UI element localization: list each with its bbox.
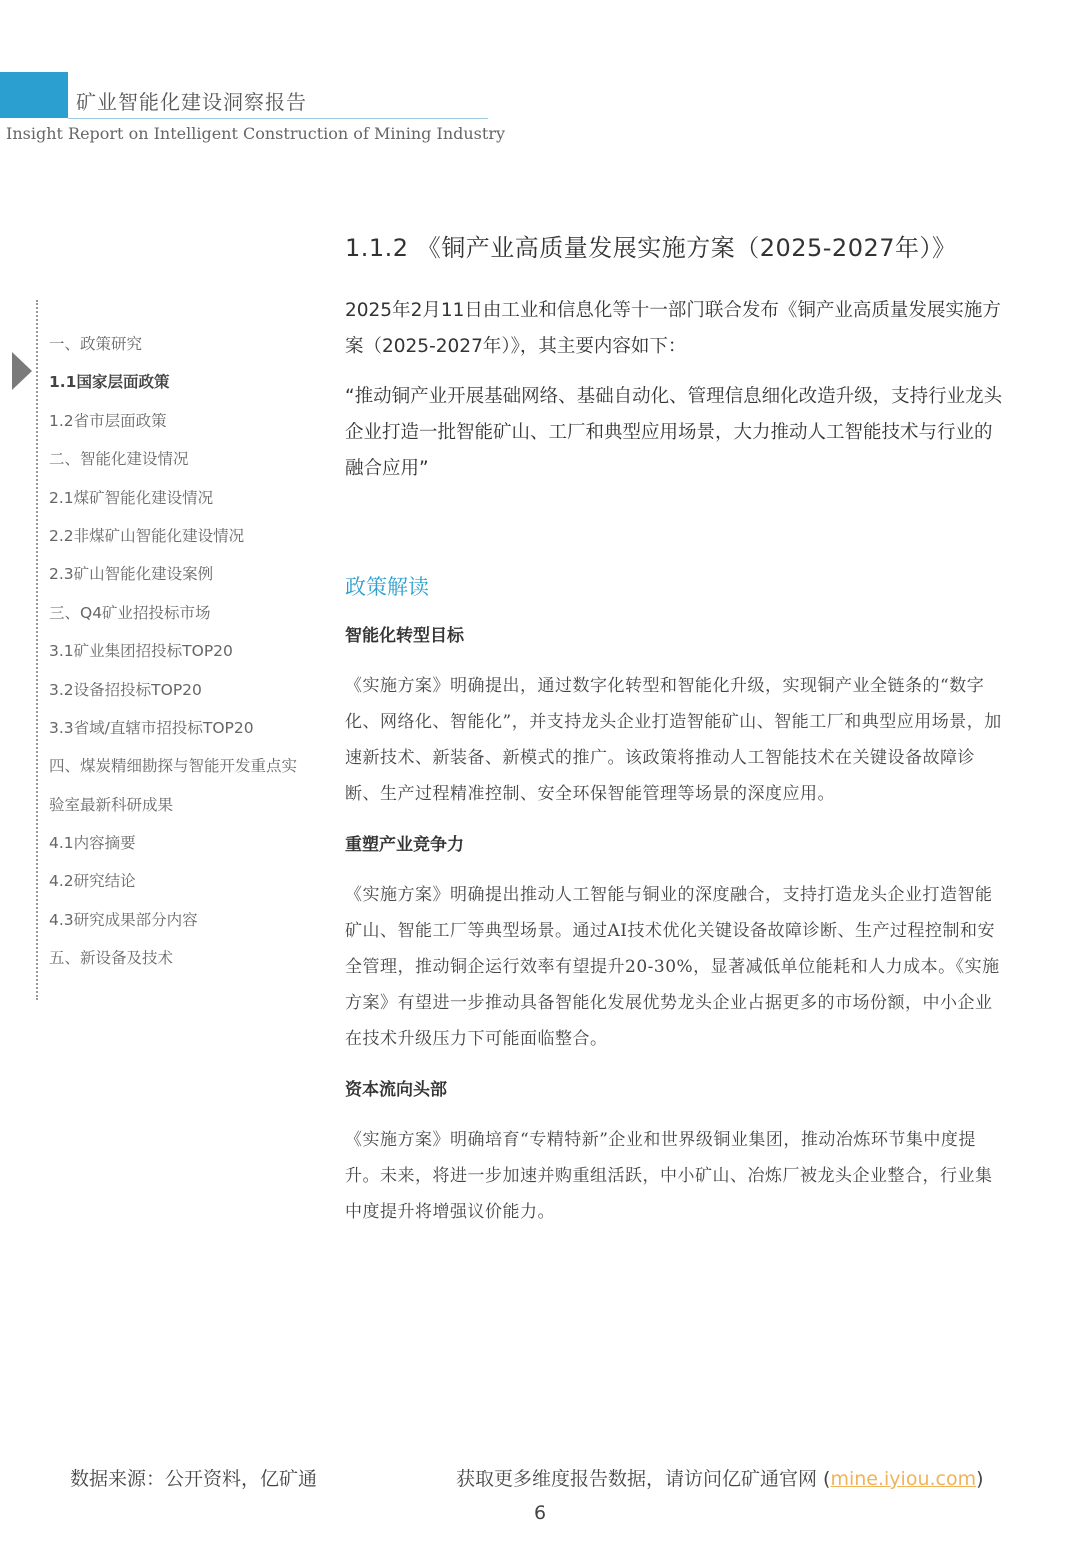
toc-item[interactable]: 1.1国家层面政策 bbox=[49, 373, 170, 392]
data-source: 数据来源：公开资料，亿矿通 bbox=[70, 1468, 318, 1490]
subsection-text: 《实施方案》明确提出，通过数字化转型和智能化升级，实现铜产业全链条的“数字化、网络化、智能化”，并支持龙头企业打造智能矿山、智能工厂和典型应用场景，加速新技术、新装备、新模式的推广。该政策将推动人工智能技术在关键设备故障诊断、生产过程精准控制、安全环保智能管理等场景的深度应用。 bbox=[345, 676, 1002, 804]
current-section-arrow-icon bbox=[12, 352, 32, 390]
subsection-title: 资本流向头部 bbox=[345, 1080, 447, 1100]
report-title: 矿业智能化建设洞察报告 bbox=[76, 90, 307, 114]
toc-item[interactable]: 3.1矿业集团招投标TOP20 bbox=[49, 642, 233, 661]
toc-item[interactable]: 2.3矿山智能化建设案例 bbox=[49, 565, 214, 584]
report-subtitle: Insight Report on Intelligent Construction of Mining Industry bbox=[6, 124, 505, 143]
toc-divider bbox=[36, 300, 40, 1000]
toc-item[interactable]: 3.3省域/直辖市招投标TOP20 bbox=[49, 718, 254, 737]
subsection-title: 重塑产业竞争力 bbox=[345, 835, 464, 855]
more-info bbox=[456, 1464, 984, 1491]
toc-item[interactable]: 二、智能化建设情况 bbox=[49, 450, 189, 469]
page-number: 6 bbox=[533, 1502, 547, 1524]
toc-item[interactable]: 4.1内容摘要 bbox=[49, 834, 136, 853]
intro-paragraph: 2025年2月11日由工业和信息化等十一部门联合发布《铜产业高质量发展实施方案（2025-2027年）》，其主要内容如下： bbox=[345, 300, 1001, 357]
toc-item[interactable]: 验室最新科研成果 bbox=[49, 795, 174, 814]
page-heading: 1.1.2 《铜产业高质量发展实施方案（2025-2027年）》 bbox=[345, 234, 957, 262]
toc-item[interactable]: 四、煤炭精细勘探与智能开发重点实 bbox=[49, 757, 298, 776]
table-of-contents bbox=[49, 330, 319, 983]
header-accent-block bbox=[0, 72, 68, 118]
more-info-prefix: 获取更多维度报告数据，请访问亿矿通官网 ( bbox=[456, 1468, 831, 1490]
subsection-title: 智能化转型目标 bbox=[345, 626, 464, 646]
toc-item[interactable]: 2.1煤矿智能化建设情况 bbox=[49, 488, 214, 507]
toc-item[interactable]: 1.2省市层面政策 bbox=[49, 411, 167, 430]
section-title: 政策解读 bbox=[345, 575, 429, 599]
website-link[interactable]: mine.iyiou.com bbox=[830, 1468, 977, 1490]
subsection-text: 《实施方案》明确培育“专精特新”企业和世界级铜业集团，推动冶炼环节集中度提升。未来，将进一步加速并购重组活跃，中小矿山、冶炼厂被龙头企业整合，行业集中度提升将增强议价能力。 bbox=[345, 1130, 993, 1222]
toc-item[interactable]: 3.2设备招投标TOP20 bbox=[49, 680, 202, 699]
toc-item[interactable]: 一、政策研究 bbox=[49, 335, 143, 353]
toc-item[interactable]: 五、新设备及技术 bbox=[49, 949, 174, 968]
subsection-text: 《实施方案》明确提出推动人工智能与铜业的深度融合，支持打造龙头企业打造智能矿山、智能工厂等典型场景。通过AI技术优化关键设备故障诊断、生产过程控制和安全管理，推动铜企运行效率有望提升20-30%，显著减低单位能耗和人力成本。《实施方案》有望进一步推动具备智能化发展优势龙头企业占据更多的市场份额，中小企业在技术升级压力下可能面临整合。 bbox=[345, 885, 1000, 1049]
toc-item[interactable]: 4.3研究成果部分内容 bbox=[49, 910, 198, 929]
header-divider bbox=[68, 118, 488, 119]
policy-quote: “推动铜产业开展基础网络、基础自动化、管理信息细化改造升级，支持行业龙头企业打造一批智能矿山、工厂和典型应用场景，大力推动人工智能技术与行业的融合应用” bbox=[345, 386, 1003, 479]
toc-item[interactable]: 4.2研究结论 bbox=[49, 872, 136, 891]
more-info-suffix: ) bbox=[976, 1468, 984, 1490]
main-content bbox=[345, 228, 1005, 1248]
toc-item[interactable]: 三、Q4矿业招投标市场 bbox=[49, 603, 211, 622]
toc-item[interactable]: 2.2非煤矿山智能化建设情况 bbox=[49, 526, 245, 545]
